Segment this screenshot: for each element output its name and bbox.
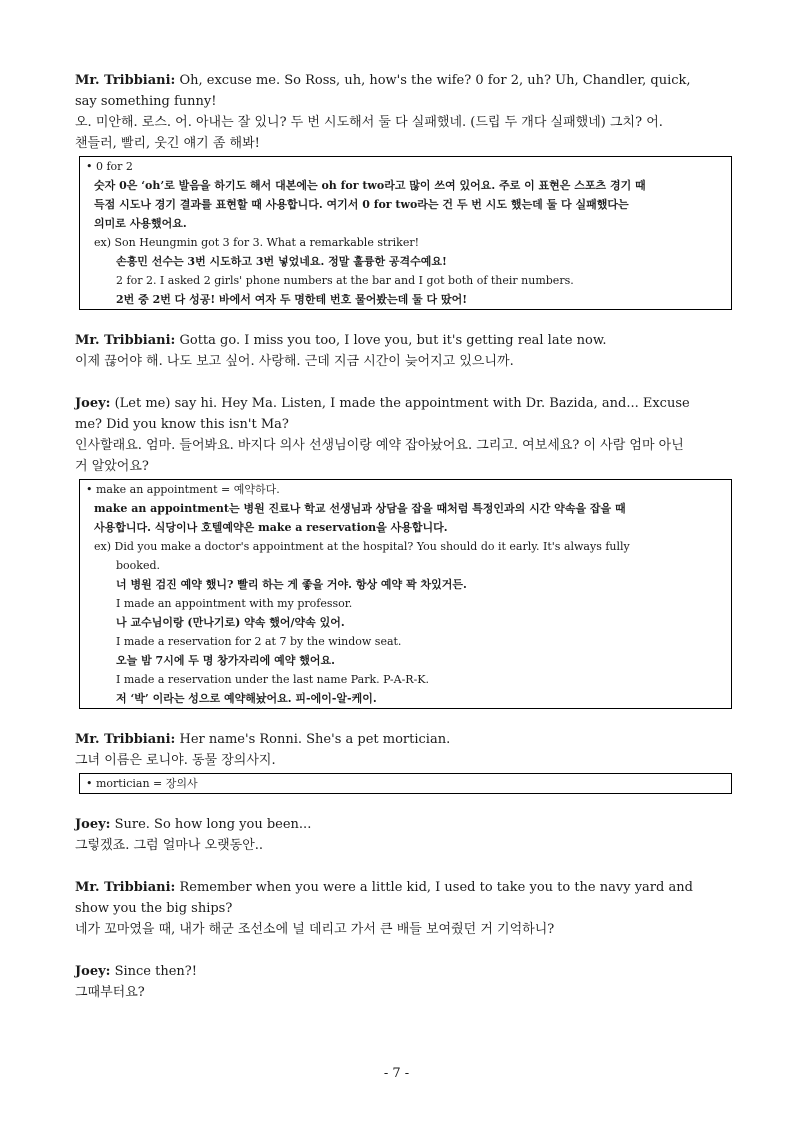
speaker-name: Mr. Tribbiani: <box>75 880 176 895</box>
note-example-translation: 손흥민 선수는 3번 시도하고 3번 넣었네요. 정말 훌륭한 공격수예요! <box>116 255 447 268</box>
speaker-name: Joey: <box>75 817 111 832</box>
vocab-note-box <box>79 773 732 794</box>
dialogue-block <box>75 70 736 310</box>
note-text: make an appointment는 병원 진료나 학교 선생님과 상담을 잡을 때처럼 특정인과의 시간 약속을 잡을 때 <box>94 502 626 515</box>
korean-translation: 거 알았어요? <box>75 459 149 474</box>
dialogue-block <box>75 814 736 856</box>
dialogue-block <box>75 729 736 794</box>
note-text: 의미로 사용했어요. <box>94 217 187 230</box>
korean-translation: 챈들러, 빨리, 웃긴 얘기 좀 해봐! <box>75 136 260 151</box>
korean-translation: 그때부터요? <box>75 985 145 1000</box>
english-line: say something funny! <box>75 94 217 109</box>
english-line <box>75 70 736 91</box>
speaker-name: Mr. Tribbiani: <box>75 73 176 88</box>
speaker-name: Joey: <box>75 396 111 411</box>
note-example: booked. <box>116 559 160 572</box>
note-example: ex) Son Heungmin got 3 for 3. What a remarkable striker! <box>94 236 420 249</box>
note-example: 2 for 2. I asked 2 girls' phone numbers at the bar and I got both of their numbers. <box>116 274 574 287</box>
english-line: show you the big ships? <box>75 901 233 916</box>
english-line <box>75 330 736 351</box>
english-line <box>75 961 736 982</box>
korean-translation: 인사할래요. 엄마. 들어봐요. 바지다 의사 선생님이랑 예약 잡아놨어요. 그리고. 여보세요? 이 사람 엄마 아닌 <box>75 438 684 453</box>
korean-translation: 그렇겠죠. 그럼 얼마나 오랫동안.. <box>75 838 264 853</box>
dialogue-block <box>75 877 736 940</box>
note-text: 사용합니다. 식당이나 호텔예약은 make a reservation을 사용합니다. <box>94 521 448 534</box>
page-number: - 7 - <box>383 1066 410 1081</box>
dialogue-text: Sure. So how long you been... <box>110 817 312 832</box>
note-text: 숫자 0은 ‘oh’로 발음을 하기도 해서 대본에는 oh for two라고 많이 쓰여 있어요. 주로 이 표현은 스포츠 경기 때 <box>94 179 646 192</box>
dialogue-block <box>75 330 736 372</box>
korean-translation: 그녀 이름은 로니야. 동물 장의사지. <box>75 753 276 768</box>
dialogue-text: Remember when you were a little kid, I used to take you to the navy yard and <box>175 880 693 895</box>
dialogue-text: Oh, excuse me. So Ross, uh, how's the wife? 0 for 2, uh? Uh, Chandler, quick, <box>175 73 691 88</box>
note-example: I made a reservation under the last name Park. P-A-R-K. <box>116 673 430 686</box>
document-body <box>75 70 736 1003</box>
korean-translation: 네가 꼬마였을 때, 내가 해군 조선소에 널 데리고 가서 큰 배들 보여줬던 거 기억하니? <box>75 922 555 937</box>
speaker-name: Mr. Tribbiani: <box>75 732 176 747</box>
dialogue-text: Her name's Ronni. She's a pet mortician. <box>175 732 451 747</box>
speaker-name: Mr. Tribbiani: <box>75 333 176 348</box>
dialogue-block <box>75 393 736 709</box>
korean-translation: 이제 끊어야 해. 나도 보고 싶어. 사랑해. 근데 지금 시간이 늦어지고 있으니까. <box>75 354 514 369</box>
vocab-note-box <box>79 479 732 709</box>
note-example: ex) Did you make a doctor's appointment at the hospital? You should do it early. It's always fully <box>94 540 630 553</box>
english-line <box>75 814 736 835</box>
note-example-translation: 저 ‘박’ 이라는 성으로 예약해놨어요. 피-에이-알-케이. <box>116 692 377 705</box>
speaker-name: Joey: <box>75 964 111 979</box>
english-line <box>75 393 736 414</box>
note-example: I made a reservation for 2 at 7 by the window seat. <box>116 635 402 648</box>
dialogue-text: Gotta go. I miss you too, I love you, but it's getting real late now. <box>175 333 607 348</box>
english-line <box>75 729 736 750</box>
dialogue-block <box>75 961 736 1003</box>
korean-translation: 오. 미안해. 로스. 어. 아내는 잘 있니? 두 번 시도해서 둘 다 실패했네. (드립 두 개다 실패했네) 그치? 어. <box>75 115 663 130</box>
note-title: • make an appointment = 예약하다. <box>86 483 280 496</box>
note-text: 득점 시도나 경기 결과를 표현할 때 사용합니다. 여기서 0 for two라는 건 두 번 시도 했는데 둘 다 실패했다는 <box>94 198 629 211</box>
note-title: • 0 for 2 <box>86 160 133 173</box>
note-example-translation: 2번 중 2번 다 성공! 바에서 여자 두 명한테 번호 물어봤는데 둘 다 땄어! <box>116 293 468 306</box>
note-title: • mortician = 장의사 <box>86 777 198 790</box>
note-example: I made an appointment with my professor. <box>116 597 353 610</box>
english-line: me? Did you know this isn't Ma? <box>75 417 289 432</box>
note-example-translation: 나 교수님이랑 (만나기로) 약속 했어/약속 있어. <box>116 616 345 629</box>
note-example-translation: 오늘 밤 7시에 두 명 창가자리에 예약 했어요. <box>116 654 335 667</box>
vocab-note-box <box>79 156 732 310</box>
dialogue-text: (Let me) say hi. Hey Ma. Listen, I made the appointment with Dr. Bazida, and... Excuse <box>110 396 690 411</box>
english-line <box>75 877 736 898</box>
note-example-translation: 너 병원 검진 예약 했니? 빨리 하는 게 좋을 거야. 항상 예약 꽉 차있거든. <box>116 578 467 591</box>
dialogue-text: Since then?! <box>110 964 197 979</box>
